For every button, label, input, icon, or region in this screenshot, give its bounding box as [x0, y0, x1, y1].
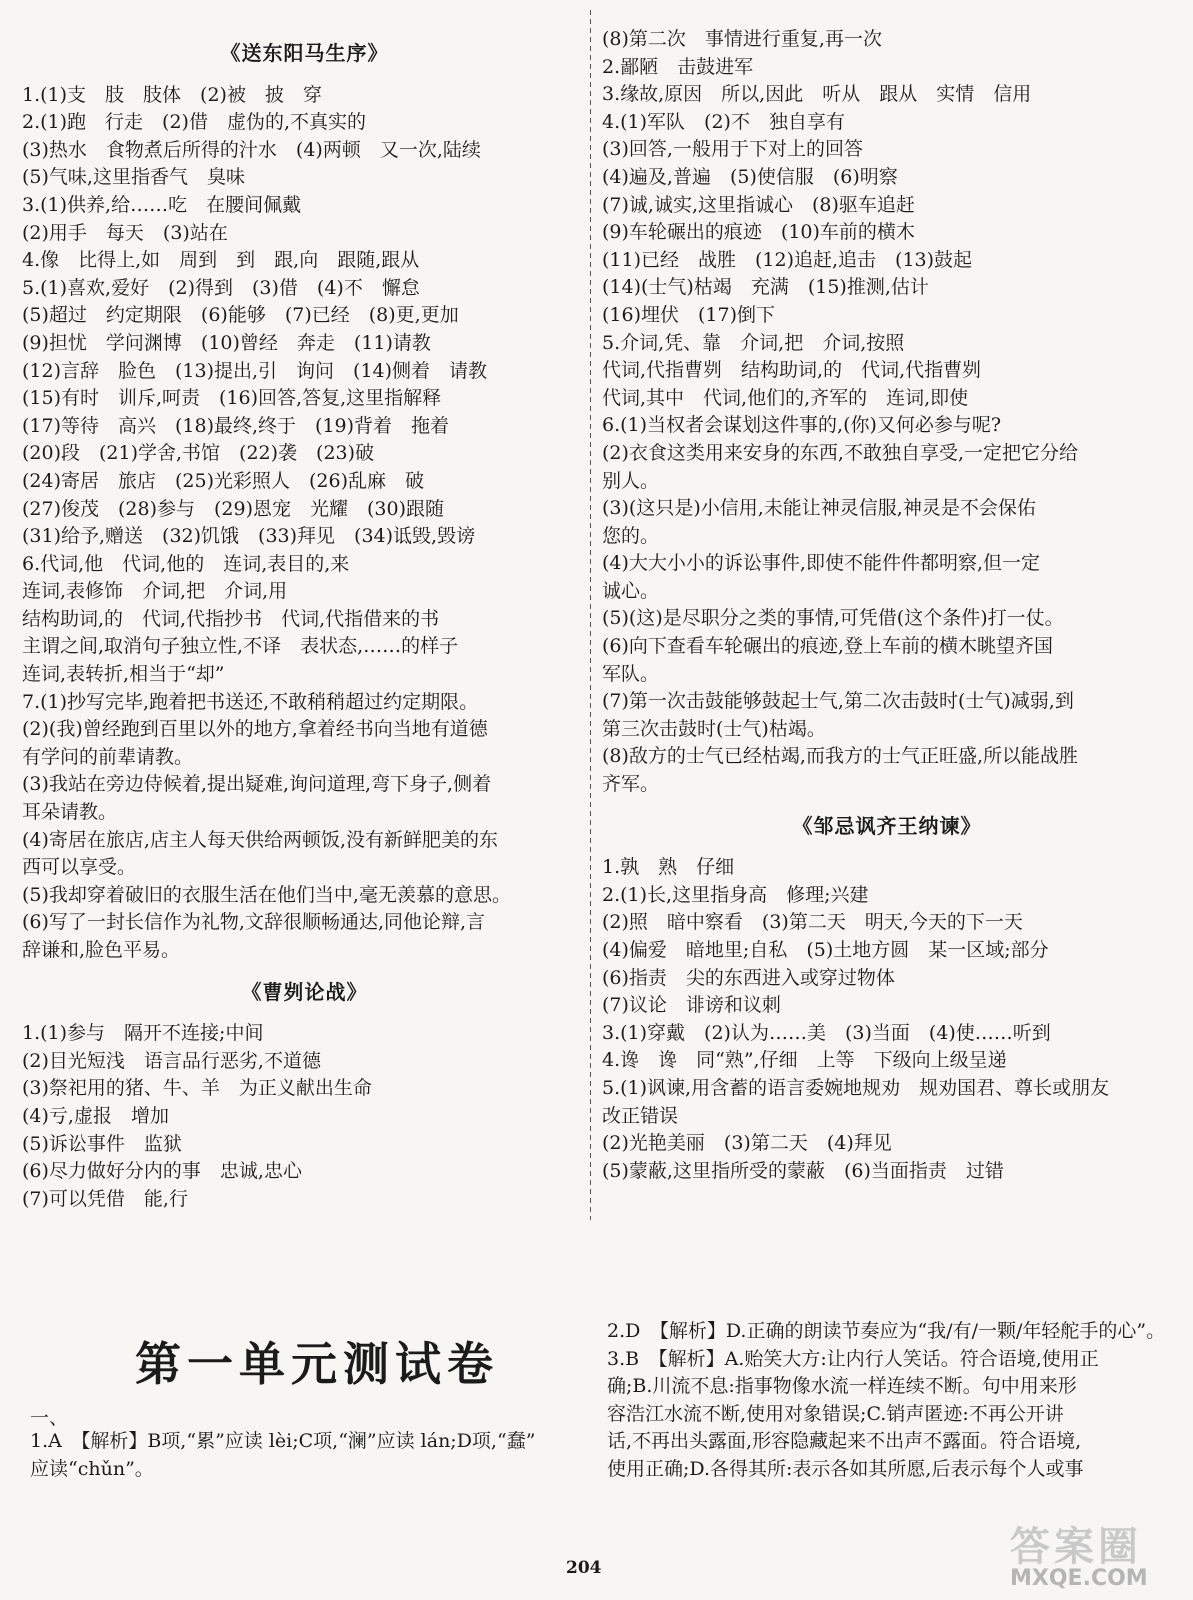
answer-line: 5.(1)讽谏,用含蓄的语言委婉地规劝 规劝国君、尊长或朋友 [602, 1076, 1110, 1099]
spacer [602, 799, 1172, 813]
answer-line: 容浩江水流不断,使用对象错误;C.销声匿迹:不再公开讲 [607, 1402, 1064, 1425]
answer-line: (5)我却穿着破旧的衣服生活在他们当中,毫无羡慕的意思。 [22, 883, 511, 906]
answer-line: 6.代词,他 代词,他的 连词,表目的,来 [22, 552, 350, 575]
answer-line: 使用正确;D.各得其所:表示各如其所愿,后表示每个人或事 [607, 1457, 1084, 1480]
answer-line: 4.谗 谗 同“熟”,仔细 上等 下级向上级呈递 [602, 1049, 1007, 1072]
answer-line: (5)气味,这里指香气 臭味 [22, 166, 245, 189]
answer-line: (8)敌方的士气已经枯竭,而我方的士气正旺盛,所以能战胜 [602, 745, 1078, 768]
answer-line: (9)担忧 学问渊博 (10)曾经 奔走 (11)请教 [22, 331, 431, 354]
answer-line: (12)言辞 脸色 (13)提出,引 询问 (14)侧着 请教 [22, 359, 488, 382]
answer-line: 齐军。 [602, 773, 660, 796]
answer-line: (2)衣食这类用来安身的东西,不敢独自享受,一定把它分给 [602, 441, 1078, 464]
column-divider [590, 10, 591, 1220]
answer-line: 辞谦和,脸色平易。 [22, 939, 181, 961]
answer-line: 3.缘故,原因 所以,因此 听从 跟从 实情 信用 [602, 83, 1032, 106]
answer-line: 4.像 比得上,如 周到 到 跟,向 跟随,跟从 [22, 249, 420, 272]
answer-line: (5)(这)是尽职分之类的事情,可凭借(这个条件)打一仗。 [602, 607, 1064, 630]
answer-line: 连词,表修饰 介词,把 介词,用 [22, 580, 288, 603]
answer-line: 有学问的前辈请教。 [22, 745, 194, 768]
answer-line: (8)第二次 事情进行重复,再一次 [602, 28, 882, 50]
answer-line: 1.(1)参与 隔开不连接;中间 [22, 1022, 264, 1045]
page-big-title: 第一单元测试卷 [135, 1337, 499, 1391]
bottom-right-answers [607, 1318, 1172, 1484]
answer-line: (6)向下查看车轮碾出的痕迹,登上车前的横木眺望齐国 [602, 635, 1053, 658]
answer-line: 第三次击鼓时(士气)枯竭。 [602, 717, 826, 740]
answer-line: 军队。 [602, 662, 660, 685]
answer-line: (27)俊茂 (28)参与 (29)恩宠 光耀 (30)跟随 [22, 497, 445, 520]
answer-line: (6)指责 尖的东西进入或穿过物体 [602, 966, 895, 989]
answer-line: 话,不再出头露面,形容隐藏起来不出声不露面。符合语境, [607, 1430, 1082, 1453]
spacer [22, 68, 587, 82]
answer-line: (7)可以凭借 能,行 [22, 1187, 188, 1210]
answer-line: 1.(1)支 肢 肢体 (2)被 披 穿 [22, 83, 322, 106]
answer-line: 1.A 【解析】B项,“累”应读 lèi;C项,“澜”应读 lán;D项,“蠢” [30, 1430, 536, 1452]
answer-line: 改正错误 [602, 1104, 679, 1127]
answer-line: (4)偏爱 暗地里;自私 (5)土地方圆 某一区域;部分 [602, 939, 1049, 961]
answer-line: 2.(1)长,这里指身高 修理;兴建 [602, 883, 869, 906]
answer-line: 1.孰 熟 仔细 [602, 856, 735, 879]
page-number: 204 [566, 1558, 602, 1578]
answer-line: 别人。 [602, 469, 660, 492]
answer-line: 连词,表转折,相当于“却” [22, 663, 225, 686]
answer-line: (3)热水 食物煮后所得的汁水 (4)两顿 又一次,陆续 [22, 138, 481, 161]
answer-line: 应读“chǔn”。 [30, 1457, 154, 1480]
answer-line: (16)埋伏 (17)倒下 [602, 303, 776, 326]
watermark-bottom-text: MXQE.COM [1010, 1566, 1148, 1591]
answer-line: 2.(1)跑 行走 (2)借 虚伪的,不真实的 [22, 111, 366, 134]
answer-line: (2)光艳美丽 (3)第二天 (4)拜见 [602, 1132, 892, 1155]
answer-line: 您的。 [602, 524, 660, 547]
answer-line: 确;B.川流不息:指事物像水流一样连续不断。句中用来形 [607, 1375, 1077, 1398]
answer-line: (4)亏,虚报 增加 [22, 1104, 169, 1127]
answer-line: (4)寄居在旅店,店主人每天供给两顿饭,没有新鲜肥美的东 [22, 828, 498, 851]
answer-line: (2)照 暗中察看 (3)第二天 明天,今天的下一天 [602, 911, 1023, 934]
answer-line: (9)车轮碾出的痕迹 (10)车前的横木 [602, 221, 915, 244]
section-title: 《送东阳马生序》 [220, 41, 389, 65]
answer-line: 结构助词,的 代词,代指抄书 代词,代指借来的书 [22, 607, 440, 630]
section-label: 一、 [30, 1407, 69, 1429]
answer-line: 4.(1)军队 (2)不 独自享有 [602, 110, 845, 133]
answer-line: (7)诚,诚实,这里指诚心 (8)驱车追赶 [602, 193, 915, 216]
right-column [602, 26, 1172, 1185]
watermark-top-text: 答案圈 [1010, 1524, 1142, 1570]
answer-line: 5.(1)喜欢,爱好 (2)得到 (3)借 (4)不 懈怠 [22, 276, 420, 299]
answer-line: 7.(1)抄写完毕,跑着把书送还,不敢稍稍超过约定期限。 [22, 690, 479, 713]
section-title: 《曹刿论战》 [241, 979, 368, 1004]
section-title: 《邹忌讽齐王纳谏》 [792, 813, 982, 838]
answer-line: (20)段 (21)学舍,书馆 (22)袭 (23)破 [22, 442, 375, 465]
answer-line: 2.D 【解析】D.正确的朗读节奏应为“我/有/一颗/年轻舵手的心”。 [607, 1320, 1166, 1342]
answer-line: (4)遍及,普遍 (5)使信服 (6)明察 [602, 165, 898, 188]
answer-line: 5.介词,凭、靠 介词,把 介词,按照 [602, 331, 905, 354]
answer-line: (2)(我)曾经跑到百里以外的地方,拿着经书向当地有道德 [22, 718, 488, 741]
left-column [22, 40, 587, 1213]
answer-line: 主谓之间,取消句子独立性,不译 表状态,……的样子 [22, 635, 459, 658]
answer-line: (17)等待 高兴 (18)最终,终于 (19)背着 拖着 [22, 414, 450, 437]
answer-line: (3)回答,一般用于下对上的回答 [602, 138, 863, 161]
answer-line: 3.B 【解析】A.贻笑大方:让内行人笑话。符合语境,使用正 [607, 1347, 1099, 1370]
answer-line: (5)诉讼事件 监狱 [22, 1132, 182, 1155]
answer-line: 3.(1)穿戴 (2)认为……美 (3)当面 (4)使……听到 [602, 1021, 1051, 1044]
spacer [22, 965, 587, 979]
answer-line: 代词,其中 代词,他们的,齐军的 连词,即使 [602, 386, 969, 409]
answer-line: 6.(1)当权者会谋划这件事的,(你)又何必参与呢? [602, 414, 1002, 437]
watermark-logo [1010, 1515, 1180, 1595]
answer-line: 诚心。 [602, 579, 660, 602]
answer-line: (11)已经 战胜 (12)追赶,追击 (13)鼓起 [602, 248, 973, 271]
answer-line: (2)目光短浅 语言品行恶劣,不道德 [22, 1049, 321, 1072]
answer-line: (6)写了一封长信作为礼物,文辞很顺畅通达,同他论辩,言 [22, 911, 486, 934]
answer-line: (5)超过 约定期限 (6)能够 (7)已经 (8)更,更加 [22, 304, 459, 327]
answer-line: 3.(1)供养,给……吃 在腰间佩戴 [22, 193, 302, 216]
answer-line: (6)尽力做好分内的事 忠诚,忠心 [22, 1160, 302, 1183]
spacer [602, 840, 1172, 854]
answer-line: 耳朵请教。 [22, 801, 118, 824]
answer-line: (5)蒙蔽,这里指所受的蒙蔽 (6)当面指责 过错 [602, 1159, 1004, 1182]
answer-line: 西可以享受。 [22, 856, 137, 879]
answer-line: (7)议论 诽谤和议刺 [602, 994, 781, 1017]
spacer [22, 1006, 587, 1020]
answer-line: (14)(士气)枯竭 充满 (15)推测,估计 [602, 276, 929, 299]
answer-line: (15)有时 训斥,呵责 (16)回答,答复,这里指解释 [22, 387, 442, 410]
bottom-left-answers [30, 1428, 590, 1483]
answer-line: (7)第一次击鼓能够鼓起士气,第二次击鼓时(士气)减弱,到 [602, 690, 1074, 713]
answer-line: (4)大大小小的诉讼事件,即使不能件件都明察,但一定 [602, 552, 1040, 575]
answer-line: (3)我站在旁边侍候着,提出疑难,询问道理,弯下身子,侧着 [22, 773, 492, 796]
answer-line: (2)用手 每天 (3)站在 [22, 221, 228, 244]
answer-line: (24)寄居 旅店 (25)光彩照人 (26)乱麻 破 [22, 469, 425, 492]
answer-line: 2.鄙陋 击鼓进军 [602, 55, 754, 78]
answer-line: (3)祭祀用的猪、牛、羊 为正义献出生命 [22, 1077, 372, 1100]
answer-line: 代词,代指曹刿 结构助词,的 代词,代指曹刿 [602, 359, 982, 382]
answer-line: (3)(这只是)小信用,未能让神灵信服,神灵是不会保佑 [602, 497, 1036, 520]
answer-line: (31)给予,赠送 (32)饥饿 (33)拜见 (34)诋毁,毁谤 [22, 525, 476, 548]
